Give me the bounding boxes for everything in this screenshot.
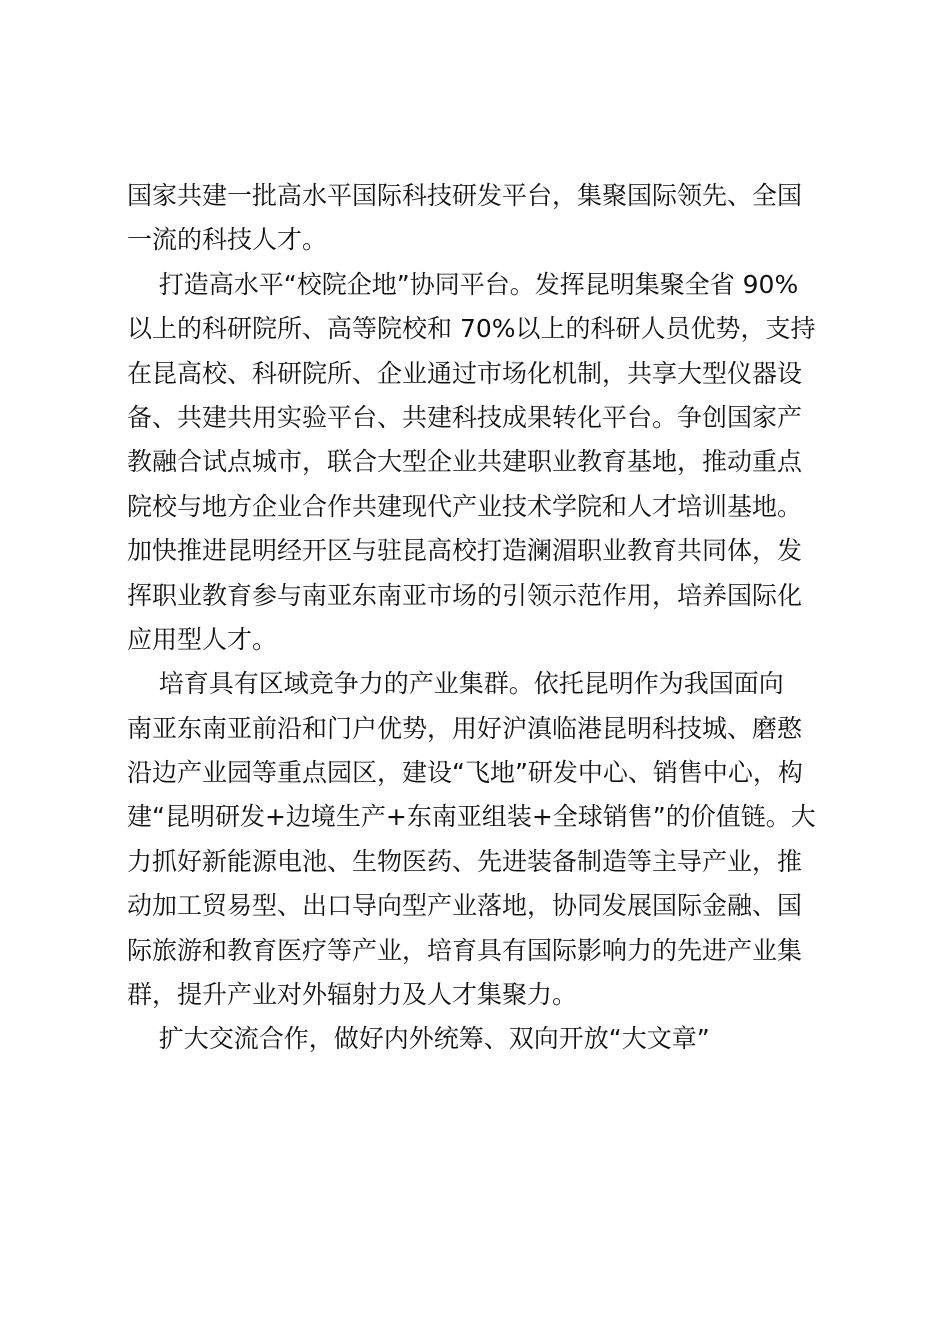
text-line: 动加工贸易型、出口导向型产业落地，协同发展国际金融、国 bbox=[127, 891, 803, 921]
text-line: 教融合试点城市，联合大型企业共建职业教育基地，推动重点 bbox=[127, 447, 803, 477]
text-line: 群，提升产业对外辐射力及人才集聚力。 bbox=[127, 980, 578, 1010]
paragraph bbox=[127, 662, 827, 1017]
text-line: 挥职业教育参与南亚东南亚市场的引领示范作用，培养国际化 bbox=[127, 580, 803, 610]
text-line: 备、共建共用实验平台、共建科技成果转化平台。争创国家产 bbox=[127, 402, 803, 432]
text-line: 国家共建一批高水平国际科技研发平台，集聚国际领先、全国 bbox=[127, 181, 803, 210]
text-line: 南亚东南亚前沿和门户优势，用好沪滇临港昆明科技城、磨憨 bbox=[127, 713, 803, 743]
text-line: 打造高水平“校院企地”协同平台。发挥昆明集聚全省 90% bbox=[127, 269, 799, 299]
paragraph bbox=[127, 174, 827, 263]
text-line: 以上的科研院所、高等院校和 70%以上的科研人员优势，支持 bbox=[127, 314, 816, 344]
text-line: 培育具有区域竞争力的产业集群。依托昆明作为我国面向 bbox=[127, 669, 784, 699]
paragraph bbox=[127, 1017, 827, 1061]
text-line: 加快推进昆明经开区与驻昆高校打造澜湄职业教育共同体，发 bbox=[127, 536, 803, 566]
text-line: 应用型人才。 bbox=[127, 624, 278, 654]
text-line: 院校与地方企业合作共建现代产业技术学院和人才培训基地。 bbox=[127, 491, 803, 521]
document-body bbox=[127, 174, 827, 1062]
text-line: 建“昆明研发+边境生产+东南亚组装+全球销售”的价值链。大 bbox=[127, 802, 816, 832]
text-line: 力抓好新能源电池、生物医药、先进装备制造等主导产业，推 bbox=[127, 846, 803, 876]
text-line: 扩大交流合作，做好内外统筹、双向开放“大文章” bbox=[127, 1024, 710, 1054]
text-line: 沿边产业园等重点园区，建设“飞地”研发中心、销售中心，构 bbox=[127, 758, 803, 788]
text-line: 一流的科技人才。 bbox=[127, 225, 328, 255]
paragraph bbox=[127, 263, 827, 663]
text-line: 际旅游和教育医疗等产业，培育具有国际影响力的先进产业集 bbox=[127, 935, 803, 965]
text-line: 在昆高校、科研院所、企业通过市场化机制，共享大型仪器设 bbox=[127, 358, 803, 388]
